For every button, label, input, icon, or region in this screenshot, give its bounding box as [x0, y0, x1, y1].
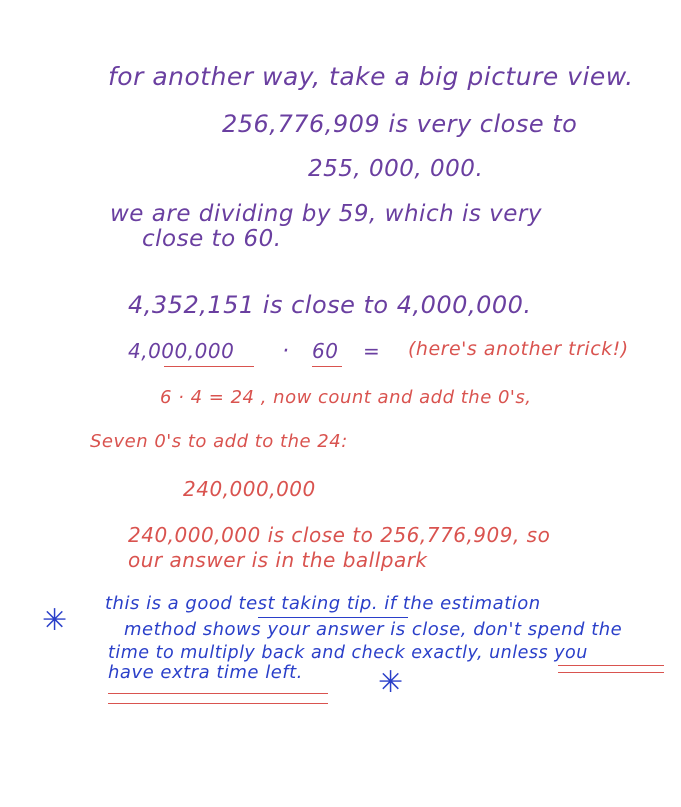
note-line-4: we are dividing by 59, which is very [110, 201, 542, 227]
note-line-11: 240,000,000 is close to 256,776,909, so [128, 523, 551, 547]
underline-extra-time-1 [108, 693, 328, 694]
note-line-6: 4,352,151 is close to 4,000,000. [128, 291, 532, 319]
underline-extra-time-2 [108, 703, 328, 704]
asterisk-right-icon: ✳ [378, 665, 404, 700]
note-line-3: 255, 000, 000. [308, 156, 484, 182]
underline-unless-you-1 [558, 665, 664, 666]
note-line-8: 6 · 4 = 24 , now count and add the 0's, [160, 387, 532, 408]
note-line-12: our answer is in the ballpark [128, 548, 428, 572]
underline-term-a [164, 366, 254, 367]
equation-dot: · [282, 339, 290, 364]
tip-line-3: time to multiply back and check exactly, unless you [108, 643, 588, 663]
tip-line-1: this is a good test taking tip. if the estimation [105, 593, 541, 614]
equation-term-a: 4,000,000 [128, 339, 235, 363]
tip-line-4: have extra time left. [108, 662, 303, 683]
underline-test-taking-tip [258, 617, 408, 618]
underline-term-b [312, 366, 342, 367]
note-line-9: Seven 0's to add to the 24: [90, 431, 348, 452]
note-line-5: close to 60. [142, 226, 282, 252]
note-line-2: 256,776,909 is very close to [222, 110, 578, 138]
equation-term-b: 60 [312, 339, 339, 363]
underline-unless-you-2 [558, 672, 664, 673]
another-trick-remark: (here's another trick!) [408, 338, 629, 360]
note-line-1: for another way, take a big picture view. [108, 62, 634, 91]
equation-equals: = [363, 339, 381, 363]
note-line-10: 240,000,000 [183, 477, 316, 501]
tip-line-2: method shows your answer is close, don't spend the [124, 619, 623, 640]
asterisk-left-icon: ✳ [42, 603, 68, 638]
